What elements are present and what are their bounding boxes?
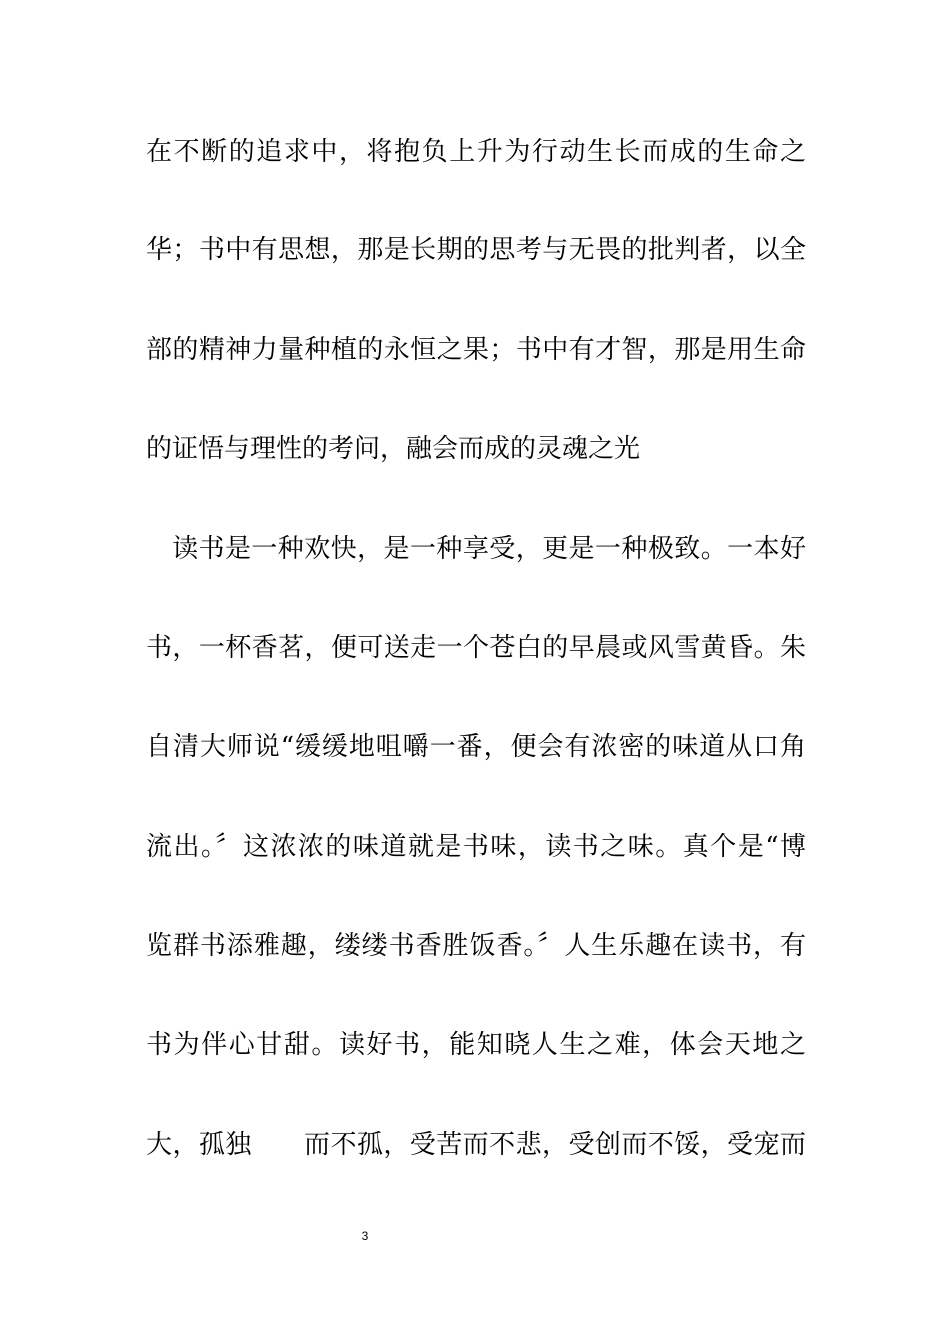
text-line-7: 自清大师说“缓缓地咀嚼一番，便会有浓密的味道从口角 xyxy=(146,732,806,762)
text-line-6: 书，一杯香茗，便可送走一个苍白的早晨或风雪黄昏。朱 xyxy=(146,633,806,663)
text-line-1: 在不断的追求中，将抱负上升为行动生长而成的生命之 xyxy=(146,137,806,167)
text-line-5: 读书是一种欢快，是一种享受，更是一种极致。一本好 xyxy=(146,534,806,564)
text-line-3: 部的精神力量种植的永恒之果；书中有才智，那是用生命 xyxy=(146,335,806,365)
text-line-8: 流出。〞这浓浓的味道就是书味，读书之味。真个是“博 xyxy=(146,832,806,862)
text-line-10: 书为伴心甘甜。读好书，能知晓人生之难，体会天地之 xyxy=(146,1030,806,1060)
page-number: 3 xyxy=(361,1229,369,1243)
text-line-4: 的证悟与理性的考问，融会而成的灵魂之光 xyxy=(146,434,641,464)
text-line-11: 大，孤独 而不孤，受苦而不悲，受创而不馁，受宠而 xyxy=(146,1130,806,1160)
text-line-9: 览群书添雅趣，缕缕书香胜饭香。〞人生乐趣在读书，有 xyxy=(146,931,806,961)
text-line-2: 华；书中有思想，那是长期的思考与无畏的批判者，以全 xyxy=(146,235,806,265)
